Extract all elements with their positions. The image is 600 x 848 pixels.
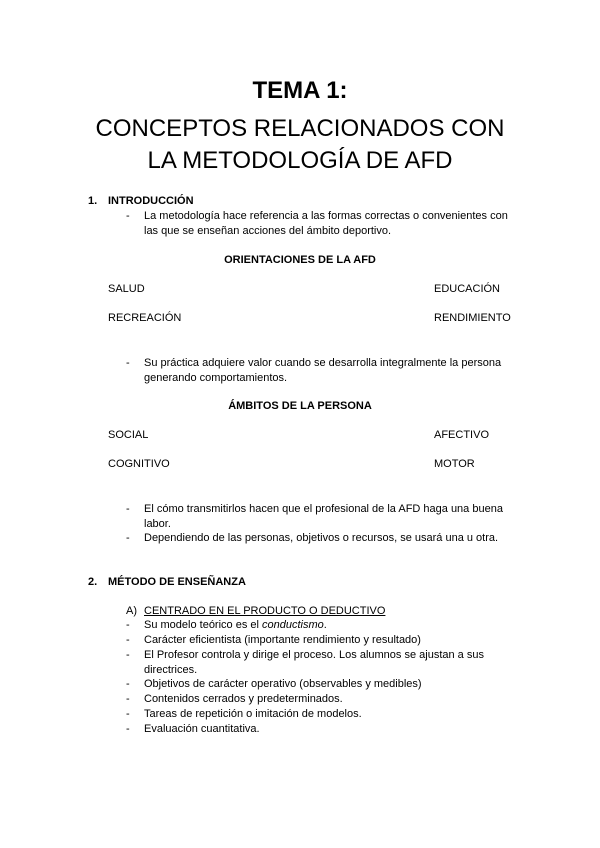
orientacion-item: RENDIMIENTO [434,312,511,324]
intro-bullet-4: Dependiendo de las personas, objetivos o recursos, se usará una u otra. [144,532,499,544]
method-item: Contenidos cerrados y predeterminados. [144,693,343,705]
section-title: INTRODUCCIÓN [108,195,194,207]
orientacion-item: EDUCACIÓN [434,283,501,295]
subtitle-line-1: CONCEPTOS RELACIONADOS CON [95,115,505,142]
subtitle-line-2: LA METODOLOGÍA DE AFD [147,147,453,174]
bullet-marker: - [126,503,130,515]
intro-bullet-3: El cómo transmitirlos hacen que el profesional de la AFD haga una buena labor. [144,503,503,530]
ambitos-heading: ÁMBITOS DE LA PERSONA [228,400,372,412]
orientacion-item: SALUD [108,283,145,295]
bullet-marker: - [126,619,130,631]
ambito-item: AFECTIVO [434,429,490,441]
method-item: Tareas de repetición o imitación de modelos. [144,708,362,720]
method-item: Evaluación cuantitativa. [144,723,260,735]
section-title: MÉTODO DE ENSEÑANZA [108,576,246,588]
page-subtitle [0,113,600,177]
orientacion-item: RECREACIÓN [108,312,182,324]
method-item: El Profesor controla y dirige el proceso. Los alumnos se ajustan a sus directrices. [144,649,484,676]
method-item: Objetivos de carácter operativo (observables y medibles) [144,678,422,690]
intro-bullet-1: La metodología hace referencia a las formas correctas o convenientes con las que se enseñan acciones del ámbito deportivo. [144,210,508,237]
bullet-marker: - [126,532,130,544]
item-suffix: . [323,619,327,631]
method-item-1 [144,618,516,633]
bullet-marker: - [126,708,130,720]
bullet-marker: - [126,678,130,690]
subsection-letter: A) [126,605,137,617]
ambito-item: COGNITIVO [108,458,170,470]
bullet-marker: - [126,693,130,705]
orientaciones-heading: ORIENTACIONES DE LA AFD [224,254,376,266]
subsection-heading: CENTRADO EN EL PRODUCTO O DEDUCTIVO [144,605,386,617]
page-title: TEMA 1: [252,77,348,104]
section-number: 2. [88,576,98,588]
item-italic-term: conductismo [262,619,324,631]
bullet-marker: - [126,634,130,646]
item-prefix: Su modelo teórico es el [144,619,263,631]
method-item: Carácter eficientista (importante rendimiento y resultado) [144,634,421,646]
bullet-marker: - [126,723,130,735]
intro-bullet-2: Su práctica adquiere valor cuando se desarrolla integralmente la persona generando comportamientos. [144,357,502,384]
ambito-item: MOTOR [434,458,475,470]
section-number: 1. [88,195,98,207]
bullet-marker: - [126,210,130,222]
bullet-marker: - [126,357,130,369]
bullet-marker: - [126,649,130,661]
ambito-item: SOCIAL [108,429,149,441]
